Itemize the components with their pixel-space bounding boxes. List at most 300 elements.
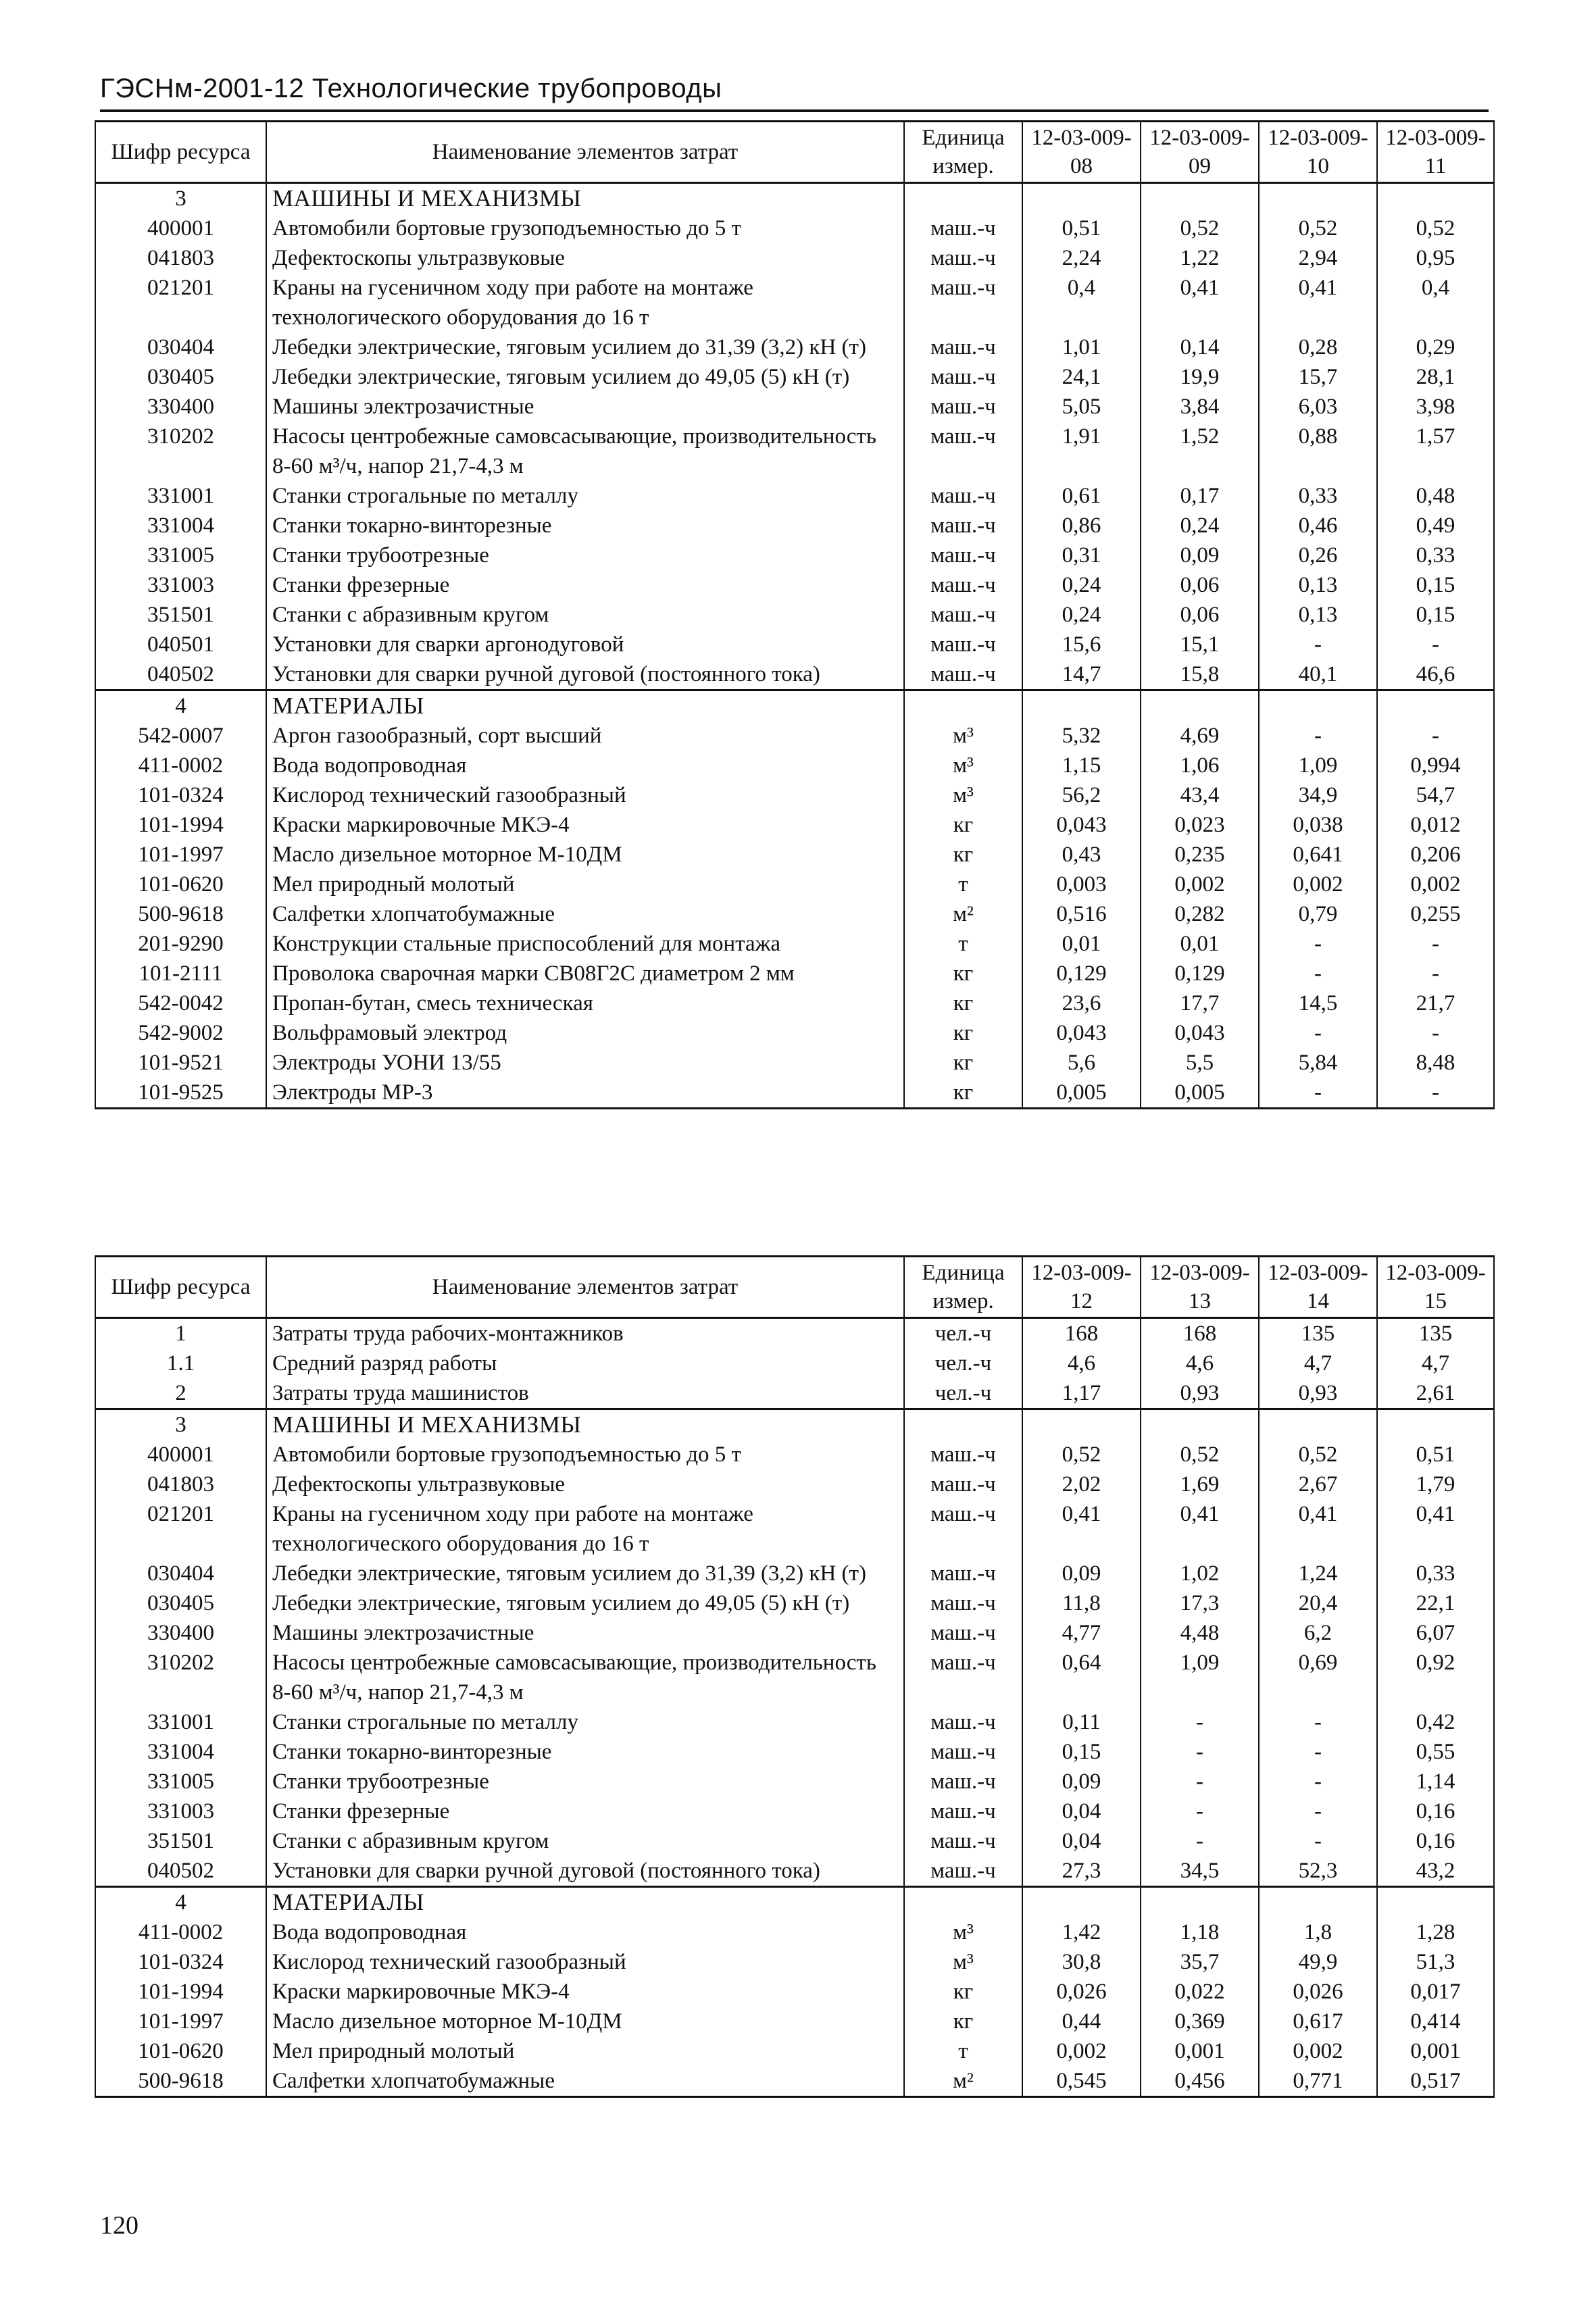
- value-cell: -: [1377, 959, 1494, 988]
- unit-cell: кг: [904, 2007, 1022, 2036]
- value-cell: 4,6: [1022, 1349, 1141, 1378]
- value-cell: 0,51: [1022, 213, 1141, 243]
- column-header-unit: Единица измер.: [904, 122, 1022, 183]
- value-cell: 0,771: [1259, 2066, 1377, 2097]
- value-cell: 4,77: [1022, 1618, 1141, 1648]
- cost-element-name: Кислород технический газообразный: [266, 1947, 904, 1977]
- unit-cell: маш.-ч: [904, 659, 1022, 690]
- value-cell: 2,02: [1022, 1469, 1141, 1499]
- value-cell: 19,9: [1141, 362, 1259, 392]
- section-row: [95, 183, 1494, 214]
- value-cell: 0,88: [1259, 422, 1377, 481]
- unit-cell: маш.-ч: [904, 1856, 1022, 1887]
- value-cell: [1377, 183, 1494, 214]
- unit-cell: маш.-ч: [904, 273, 1022, 332]
- document-title: ГЭСНм-2001-12 Технологические трубопроводы: [100, 74, 722, 103]
- table-row: [95, 840, 1494, 870]
- table-row: [95, 600, 1494, 630]
- value-cell: 0,61: [1022, 481, 1141, 511]
- unit-cell: [904, 690, 1022, 722]
- value-cell: [1259, 183, 1377, 214]
- value-cell: 1,14: [1377, 1767, 1494, 1796]
- section-title: МАТЕРИАЛЫ: [266, 690, 904, 722]
- value-cell: 0,043: [1022, 810, 1141, 840]
- resource-code: 500-9618: [95, 2066, 266, 2097]
- resource-code: 330400: [95, 392, 266, 422]
- value-cell: 15,1: [1141, 630, 1259, 659]
- value-cell: [1141, 1409, 1259, 1440]
- resource-code: 331001: [95, 1707, 266, 1737]
- value-cell: 0,13: [1259, 600, 1377, 630]
- value-cell: 0,17: [1141, 481, 1259, 511]
- section-row: [95, 690, 1494, 722]
- value-cell: 15,8: [1141, 659, 1259, 690]
- value-cell: 0,06: [1141, 600, 1259, 630]
- column-header-name: Наименование элементов затрат: [266, 122, 904, 183]
- unit-cell: кг: [904, 1977, 1022, 2007]
- value-cell: 0,002: [1259, 870, 1377, 899]
- value-cell: 5,84: [1259, 1048, 1377, 1078]
- resource-code: 4: [95, 690, 266, 722]
- resource-code: 331004: [95, 1737, 266, 1767]
- table-row: [95, 630, 1494, 659]
- unit-cell: маш.-ч: [904, 1440, 1022, 1469]
- value-cell: 1,8: [1259, 1917, 1377, 1947]
- value-cell: 34,5: [1141, 1856, 1259, 1887]
- value-cell: 0,129: [1141, 959, 1259, 988]
- value-cell: 3,98: [1377, 392, 1494, 422]
- unit-cell: кг: [904, 1078, 1022, 1109]
- unit-cell: м³: [904, 1947, 1022, 1977]
- value-cell: 0,41: [1141, 1499, 1259, 1559]
- value-cell: 0,09: [1022, 1559, 1141, 1588]
- resource-code: 331003: [95, 570, 266, 600]
- column-header-v3: 12-03-009-10: [1259, 122, 1377, 183]
- value-cell: 4,69: [1141, 721, 1259, 751]
- value-cell: 0,04: [1022, 1796, 1141, 1826]
- table-row: [95, 1559, 1494, 1588]
- cost-element-name: Пропан-бутан, смесь техническая: [266, 988, 904, 1018]
- value-cell: 168: [1022, 1318, 1141, 1349]
- value-cell: 0,545: [1022, 2066, 1141, 2097]
- cost-element-name: Салфетки хлопчатобумажные: [266, 899, 904, 929]
- value-cell: 0,4: [1022, 273, 1141, 332]
- value-cell: 43,2: [1377, 1856, 1494, 1887]
- column-header-v2: 12-03-009-09: [1141, 122, 1259, 183]
- resource-code: 3: [95, 1409, 266, 1440]
- unit-cell: маш.-ч: [904, 332, 1022, 362]
- page-header: [100, 62, 1489, 112]
- value-cell: [1377, 690, 1494, 722]
- cost-element-name: Установки для сварки аргонодуговой: [266, 630, 904, 659]
- value-cell: -: [1377, 1078, 1494, 1109]
- value-cell: 0,49: [1377, 511, 1494, 540]
- value-cell: 0,52: [1259, 213, 1377, 243]
- value-cell: 0,002: [1377, 870, 1494, 899]
- table-row: [95, 1378, 1494, 1409]
- value-cell: 1,69: [1141, 1469, 1259, 1499]
- value-cell: 0,06: [1141, 570, 1259, 600]
- cost-element-name: Масло дизельное моторное М-10ДМ: [266, 840, 904, 870]
- value-cell: 1,06: [1141, 751, 1259, 780]
- value-cell: 14,7: [1022, 659, 1141, 690]
- unit-cell: чел.-ч: [904, 1349, 1022, 1378]
- value-cell: 0,42: [1377, 1707, 1494, 1737]
- table-row: [95, 1648, 1494, 1707]
- resource-code: 101-0324: [95, 1947, 266, 1977]
- unit-cell: маш.-ч: [904, 570, 1022, 600]
- unit-cell: м³: [904, 751, 1022, 780]
- value-cell: 0,16: [1377, 1796, 1494, 1826]
- value-cell: 11,8: [1022, 1588, 1141, 1618]
- value-cell: 23,6: [1022, 988, 1141, 1018]
- resource-code: 4: [95, 1887, 266, 1918]
- resource-code: 500-9618: [95, 899, 266, 929]
- value-cell: 0,52: [1259, 1440, 1377, 1469]
- value-cell: 0,043: [1022, 1018, 1141, 1048]
- resource-code: 101-1994: [95, 810, 266, 840]
- value-cell: -: [1259, 1078, 1377, 1109]
- table-header-row: [95, 1257, 1494, 1318]
- unit-cell: т: [904, 2036, 1022, 2066]
- table-row: [95, 1737, 1494, 1767]
- resource-code: 101-1997: [95, 2007, 266, 2036]
- table-row: [95, 540, 1494, 570]
- resource-code: 331005: [95, 1767, 266, 1796]
- value-cell: 0,516: [1022, 899, 1141, 929]
- value-cell: 0,01: [1022, 929, 1141, 959]
- value-cell: [1141, 183, 1259, 214]
- value-cell: 0,15: [1377, 570, 1494, 600]
- cost-element-name: Машины электрозачистные: [266, 392, 904, 422]
- value-cell: -: [1259, 959, 1377, 988]
- value-cell: [1259, 1409, 1377, 1440]
- value-cell: 0,41: [1259, 1499, 1377, 1559]
- value-cell: 0,026: [1259, 1977, 1377, 2007]
- value-cell: 6,03: [1259, 392, 1377, 422]
- value-cell: 1,79: [1377, 1469, 1494, 1499]
- section-row: [95, 1887, 1494, 1918]
- resource-code: 411-0002: [95, 1917, 266, 1947]
- value-cell: -: [1259, 929, 1377, 959]
- value-cell: 56,2: [1022, 780, 1141, 810]
- value-cell: 5,6: [1022, 1048, 1141, 1078]
- resource-code: 310202: [95, 422, 266, 481]
- value-cell: 27,3: [1022, 1856, 1141, 1887]
- unit-cell: маш.-ч: [904, 630, 1022, 659]
- value-cell: 0,26: [1259, 540, 1377, 570]
- table-row: [95, 810, 1494, 840]
- value-cell: 1,42: [1022, 1917, 1141, 1947]
- value-cell: 0,043: [1141, 1018, 1259, 1048]
- cost-element-name: Вода водопроводная: [266, 751, 904, 780]
- cost-element-name: Дефектоскопы ультразвуковые: [266, 243, 904, 273]
- value-cell: 15,6: [1022, 630, 1141, 659]
- value-cell: 2,94: [1259, 243, 1377, 273]
- unit-cell: м²: [904, 2066, 1022, 2097]
- value-cell: 135: [1377, 1318, 1494, 1349]
- table-row: [95, 721, 1494, 751]
- resource-code: 040502: [95, 1856, 266, 1887]
- value-cell: 14,5: [1259, 988, 1377, 1018]
- unit-cell: чел.-ч: [904, 1318, 1022, 1349]
- value-cell: 0,641: [1259, 840, 1377, 870]
- column-header-name: Наименование элементов затрат: [266, 1257, 904, 1318]
- value-cell: -: [1141, 1707, 1259, 1737]
- resource-code: 101-0324: [95, 780, 266, 810]
- resource-code: 040501: [95, 630, 266, 659]
- resource-code: 400001: [95, 1440, 266, 1469]
- unit-cell: маш.-ч: [904, 392, 1022, 422]
- value-cell: 0,617: [1259, 2007, 1377, 2036]
- cost-element-name: Станки трубоотрезные: [266, 540, 904, 570]
- value-cell: 0,002: [1141, 870, 1259, 899]
- value-cell: 1,15: [1022, 751, 1141, 780]
- value-cell: 22,1: [1377, 1588, 1494, 1618]
- resource-code: 330400: [95, 1618, 266, 1648]
- value-cell: [1022, 690, 1141, 722]
- value-cell: 0,33: [1377, 540, 1494, 570]
- value-cell: 0,414: [1377, 2007, 1494, 2036]
- value-cell: -: [1377, 630, 1494, 659]
- resource-code: 310202: [95, 1648, 266, 1707]
- value-cell: 1,18: [1141, 1917, 1259, 1947]
- cost-element-name: Вода водопроводная: [266, 1917, 904, 1947]
- table-row: [95, 1707, 1494, 1737]
- value-cell: 0,52: [1141, 1440, 1259, 1469]
- value-cell: [1377, 1409, 1494, 1440]
- value-cell: 0,026: [1022, 1977, 1141, 2007]
- column-header-code: Шифр ресурса: [95, 122, 266, 183]
- value-cell: 0,13: [1259, 570, 1377, 600]
- value-cell: 0,14: [1141, 332, 1259, 362]
- table-row: [95, 870, 1494, 899]
- table-row: [95, 1318, 1494, 1349]
- value-cell: 43,4: [1141, 780, 1259, 810]
- value-cell: 15,7: [1259, 362, 1377, 392]
- value-cell: 0,33: [1377, 1559, 1494, 1588]
- value-cell: 0,15: [1377, 600, 1494, 630]
- value-cell: -: [1377, 721, 1494, 751]
- value-cell: 20,4: [1259, 1588, 1377, 1618]
- table-row: [95, 1917, 1494, 1947]
- value-cell: 0,023: [1141, 810, 1259, 840]
- cost-element-name: Автомобили бортовые грузоподъемностью до 5 т: [266, 213, 904, 243]
- unit-cell: м²: [904, 899, 1022, 929]
- value-cell: 0,69: [1259, 1648, 1377, 1707]
- value-cell: 0,93: [1141, 1378, 1259, 1409]
- value-cell: 1,22: [1141, 243, 1259, 273]
- resource-code: 201-9290: [95, 929, 266, 959]
- value-cell: 52,3: [1259, 1856, 1377, 1887]
- resource-code: 021201: [95, 1499, 266, 1559]
- value-cell: 0,24: [1022, 600, 1141, 630]
- cost-element-name: Автомобили бортовые грузоподъемностью до 5 т: [266, 1440, 904, 1469]
- resource-table-2: [95, 1255, 1495, 2098]
- value-cell: 17,3: [1141, 1588, 1259, 1618]
- value-cell: 1,09: [1259, 751, 1377, 780]
- table-row: [95, 1767, 1494, 1796]
- value-cell: 0,04: [1022, 1826, 1141, 1856]
- unit-cell: маш.-ч: [904, 511, 1022, 540]
- value-cell: 0,005: [1141, 1078, 1259, 1109]
- table-row: [95, 1499, 1494, 1559]
- value-cell: 5,5: [1141, 1048, 1259, 1078]
- unit-cell: маш.-ч: [904, 1559, 1022, 1588]
- value-cell: -: [1141, 1826, 1259, 1856]
- table-body: [95, 1318, 1494, 2097]
- cost-element-name: Вольфрамовый электрод: [266, 1018, 904, 1048]
- table-row: [95, 481, 1494, 511]
- unit-cell: кг: [904, 959, 1022, 988]
- table-row: [95, 243, 1494, 273]
- unit-cell: маш.-ч: [904, 1648, 1022, 1707]
- cost-element-name: Лебедки электрические, тяговым усилием до 49,05 (5) кН (т): [266, 362, 904, 392]
- value-cell: 3,84: [1141, 392, 1259, 422]
- unit-cell: кг: [904, 840, 1022, 870]
- resource-code: 542-9002: [95, 1018, 266, 1048]
- value-cell: 2,67: [1259, 1469, 1377, 1499]
- cost-element-name: Станки с абразивным кругом: [266, 600, 904, 630]
- value-cell: -: [1259, 721, 1377, 751]
- cost-element-name: Лебедки электрические, тяговым усилием до 49,05 (5) кН (т): [266, 1588, 904, 1618]
- value-cell: -: [1377, 1018, 1494, 1048]
- value-cell: 1,01: [1022, 332, 1141, 362]
- value-cell: 35,7: [1141, 1947, 1259, 1977]
- value-cell: 0,28: [1259, 332, 1377, 362]
- cost-element-name: Установки для сварки ручной дуговой (постоянного тока): [266, 1856, 904, 1887]
- value-cell: 0,92: [1377, 1648, 1494, 1707]
- cost-element-name: Салфетки хлопчатобумажные: [266, 2066, 904, 2097]
- table-row: [95, 1018, 1494, 1048]
- value-cell: 4,7: [1259, 1349, 1377, 1378]
- resource-code: 101-1997: [95, 840, 266, 870]
- resource-code: 351501: [95, 600, 266, 630]
- cost-element-name: Мел природный молотый: [266, 2036, 904, 2066]
- value-cell: 0,002: [1022, 2036, 1141, 2066]
- table-row: [95, 959, 1494, 988]
- value-cell: 1,52: [1141, 422, 1259, 481]
- cost-element-name: Электроды МР-3: [266, 1078, 904, 1109]
- value-cell: 135: [1259, 1318, 1377, 1349]
- value-cell: 1,28: [1377, 1917, 1494, 1947]
- value-cell: 168: [1141, 1318, 1259, 1349]
- resource-table-1: [95, 120, 1495, 1109]
- unit-cell: [904, 183, 1022, 214]
- value-cell: 2,61: [1377, 1378, 1494, 1409]
- value-cell: 0,44: [1022, 2007, 1141, 2036]
- cost-element-name: Мел природный молотый: [266, 870, 904, 899]
- unit-cell: маш.-ч: [904, 1707, 1022, 1737]
- value-cell: 0,33: [1259, 481, 1377, 511]
- unit-cell: маш.-ч: [904, 1767, 1022, 1796]
- value-cell: [1377, 1887, 1494, 1918]
- value-cell: -: [1259, 1737, 1377, 1767]
- cost-element-name: Лебедки электрические, тяговым усилием до 31,39 (3,2) кН (т): [266, 1559, 904, 1588]
- value-cell: 0,01: [1141, 929, 1259, 959]
- value-cell: 5,05: [1022, 392, 1141, 422]
- value-cell: 0,51: [1377, 1440, 1494, 1469]
- value-cell: 1,57: [1377, 422, 1494, 481]
- resource-code: 101-2111: [95, 959, 266, 988]
- resource-code: 041803: [95, 243, 266, 273]
- value-cell: 0,43: [1022, 840, 1141, 870]
- value-cell: 0,79: [1259, 899, 1377, 929]
- value-cell: 54,7: [1377, 780, 1494, 810]
- value-cell: 0,09: [1022, 1767, 1141, 1796]
- unit-cell: маш.-ч: [904, 1618, 1022, 1648]
- value-cell: -: [1259, 1796, 1377, 1826]
- value-cell: 0,11: [1022, 1707, 1141, 1737]
- column-header-v2: 12-03-009-13: [1141, 1257, 1259, 1318]
- value-cell: -: [1141, 1767, 1259, 1796]
- unit-cell: кг: [904, 988, 1022, 1018]
- value-cell: 0,017: [1377, 1977, 1494, 2007]
- table-header-row: [95, 122, 1494, 183]
- value-cell: 17,7: [1141, 988, 1259, 1018]
- unit-cell: маш.-ч: [904, 1796, 1022, 1826]
- value-cell: 1,09: [1141, 1648, 1259, 1707]
- cost-element-name: Машины электрозачистные: [266, 1618, 904, 1648]
- value-cell: 0,022: [1141, 1977, 1259, 2007]
- table-row: [95, 1469, 1494, 1499]
- column-header-v4: 12-03-009-15: [1377, 1257, 1494, 1318]
- value-cell: [1022, 183, 1141, 214]
- value-cell: 0,41: [1022, 1499, 1141, 1559]
- cost-element-name: Установки для сварки ручной дуговой (постоянного тока): [266, 659, 904, 690]
- unit-cell: м³: [904, 721, 1022, 751]
- value-cell: 0,002: [1259, 2036, 1377, 2066]
- resource-code: 400001: [95, 213, 266, 243]
- value-cell: 5,32: [1022, 721, 1141, 751]
- value-cell: -: [1259, 1767, 1377, 1796]
- unit-cell: маш.-ч: [904, 481, 1022, 511]
- table-row: [95, 988, 1494, 1018]
- table-row: [95, 929, 1494, 959]
- resource-code: 542-0007: [95, 721, 266, 751]
- table-row: [95, 1947, 1494, 1977]
- section-title: МАТЕРИАЛЫ: [266, 1887, 904, 1918]
- table-row: [95, 213, 1494, 243]
- value-cell: [1259, 690, 1377, 722]
- resource-code: 040502: [95, 659, 266, 690]
- table-row: [95, 2066, 1494, 2097]
- value-cell: 34,9: [1259, 780, 1377, 810]
- table-row: [95, 751, 1494, 780]
- value-cell: 0,09: [1141, 540, 1259, 570]
- value-cell: 0,001: [1141, 2036, 1259, 2066]
- value-cell: -: [1141, 1796, 1259, 1826]
- resource-code: 030405: [95, 1588, 266, 1618]
- resource-code: 331004: [95, 511, 266, 540]
- value-cell: -: [1259, 1018, 1377, 1048]
- resource-code: 351501: [95, 1826, 266, 1856]
- value-cell: 0,517: [1377, 2066, 1494, 2097]
- resource-code: 411-0002: [95, 751, 266, 780]
- table-row: [95, 780, 1494, 810]
- table-row: [95, 2036, 1494, 2066]
- unit-cell: маш.-ч: [904, 1469, 1022, 1499]
- value-cell: [1022, 1887, 1141, 1918]
- cost-element-name: Станки строгальные по металлу: [266, 481, 904, 511]
- value-cell: 0,206: [1377, 840, 1494, 870]
- resource-code: 2: [95, 1378, 266, 1409]
- resource-code: 101-9521: [95, 1048, 266, 1078]
- value-cell: 49,9: [1259, 1947, 1377, 1977]
- table-row: [95, 1856, 1494, 1887]
- table-row: [95, 1048, 1494, 1078]
- table-row: [95, 1618, 1494, 1648]
